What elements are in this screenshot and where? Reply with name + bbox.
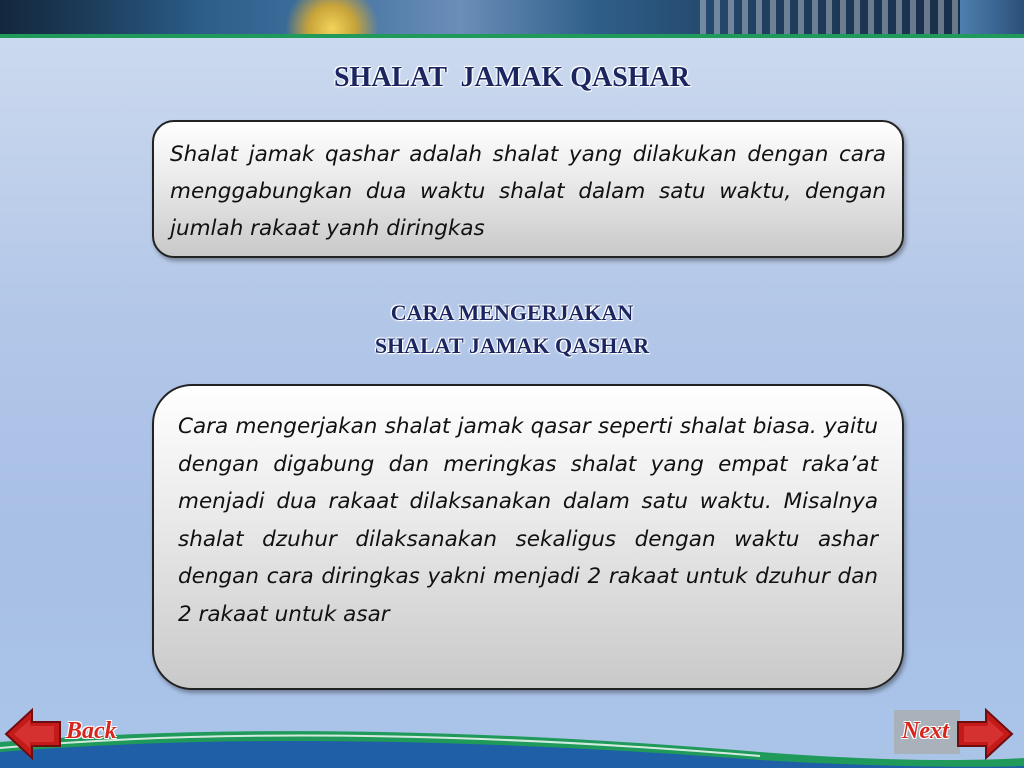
next-button[interactable] [894, 706, 1016, 762]
header-banner [0, 0, 1024, 36]
subtitle-line-2: SHALAT JAMAK QASHAR [374, 333, 650, 358]
next-label: Next [902, 718, 949, 744]
arrow-right-icon [956, 706, 1014, 762]
page-title: SHALAT JAMAK QASHAR [333, 62, 690, 93]
section-subtitle [0, 296, 1024, 362]
back-label: Back [66, 718, 117, 744]
procedure-box [152, 384, 904, 690]
definition-box [152, 120, 904, 258]
footer-wave [0, 712, 1024, 768]
arrow-left-icon [4, 706, 62, 762]
definition-text: Shalat jamak qashar adalah shalat yang dilakukan dengan cara menggabungkan dua waktu shalat dalam satu waktu, dengan jumlah rakaat yanh diringkas [170, 142, 886, 241]
header-divider [0, 34, 1024, 38]
procedure-text: Cara mengerjakan shalat jamak qasar seperti shalat biasa. yaitu dengan digabung dan meringkas shalat yang empat raka’at menjadi dua rakaat dilaksanakan dalam satu waktu. Misalnya shalat dzuhur dilaksanakan sekaligus dengan waktu ashar dengan cara diringkas yakni menjadi 2 rakaat untuk dzuhur dan 2 rakaat untuk asar [178, 414, 878, 627]
back-button[interactable] [4, 706, 124, 762]
subtitle-line-1: CARA MENGERJAKAN [390, 300, 634, 325]
